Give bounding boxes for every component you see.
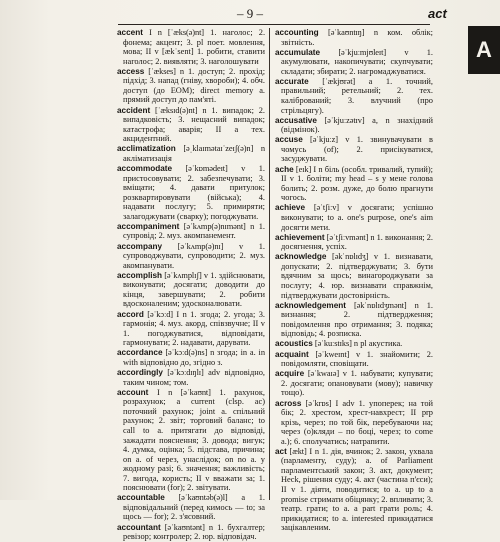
transcription: [ˈækses] [148,66,176,76]
definition: n 1. доступ; 2. прохід; підхід; 3. напад (гніву, хвороби); 4. обч. доступ (до ЕОМ); direct memory a. прямий доступ до пам'яті. [123,66,266,105]
headword: accompany [117,241,163,251]
transcription: [əkˈnɒlɪdʒmənt] [353,300,407,310]
headword: achieve [275,203,306,213]
definition: v досягати; успішно виконувати; to a. one's purpose, one's aim досягти мети. [281,203,434,232]
headword: accusative [275,115,317,125]
headword: accumulate [275,47,321,57]
headword: accord [117,309,144,319]
definition: 1. рахунок, розрахунок; a current (clsp. ac) поточний рахунок; joint a. спільний рахунок; 2. звіт; торговий баланс; to call to a. притягати до відповіді, зажадати пояснення; 3. довода; вигук; 4. думка, оцінка; 5. підстава, причина; on a. of через, унаслідок; on no a. у жодному разі; 6. значення; важливість; 7. вигода, користь; II v вважати за; 1. пояснювати (for); 2. звітувати. [123,387,265,493]
headword: access [117,66,145,76]
definition: n 1. бухгалтер; ревізор; контролер; 2. юр. відповідач. [123,522,266,542]
headword: act [275,446,287,456]
definition: v 1. знайомити; 2. повідомляти, сповіщати. [281,349,433,369]
headword: accountable [117,493,165,503]
definition: v 1. супроводжувати, супроводити; 2. муз. акомпанувати. [123,241,266,270]
dictionary-entry [275,252,433,300]
transcription: [əˈkɔːdɪŋlɪ] [167,368,204,378]
definition: v 1. пристосовувати; 2. забезпечувати; 3. вміщати; 4. давати притулок; розквартировувати (війська); 4. надавати послугу; 5. примиряти; залагоджувати (сварку); погоджувати. [123,164,265,221]
definition: 1. наголос; 2. фонема; акцент; 3. pl поет. мовлення, мова; II v [ækˈsent] 1. робити, ставити наголос; 2. виявляти; 3. наголошувати [123,28,266,66]
headword: accuse [275,135,303,145]
definition: n pl акустика. [353,339,403,349]
transcription: [əˈkɔːd(ə)ns] [165,348,208,358]
definition: a 1. точний, правильний; ретельний; 2. тех. калібрований; 3. влучний (про стрільцягу). [281,76,433,115]
letter-thumb-tab: A [468,26,500,74]
definition: a, n знахідний (відмінок). [281,115,434,135]
transcription: [əˈkrɒs] [305,398,332,408]
headword: accordingly [117,368,163,378]
guide-word: act [428,6,447,21]
headword: accompaniment [117,221,180,231]
dictionary-entry [117,164,265,221]
definition: n ком. облік; звітність. [281,28,433,47]
definition: v 1. визнавати, допускати; 2. підтверджувати; 3. бути вдячним за щось; винагороджувати за послугу; 4. юр. визнавати справжнім, підтверджувати достовірність. [281,252,434,300]
definition: n 1. виконання; 2. досягнення, успіх. [281,232,434,252]
left-column [117,28,265,542]
headword: accommodate [117,164,173,174]
transcription: [əˈkʌmp(ə)nɪmənt] [183,221,246,231]
dictionary-entry [117,67,265,105]
headword: acknowledgement [275,300,346,310]
headword: across [275,398,302,408]
page-number: – 9 – [237,6,263,21]
headword: accordance [117,348,163,358]
headword: accurate [275,76,309,86]
definition: adv відповідно, таким чином; том. [123,368,265,387]
dictionary-entry [117,271,265,309]
dictionary-entry [275,48,433,77]
transcription: [əˌklaɪmətaɪˈzeɪʃ(ə)n] [183,144,254,154]
transcription: I n [əˈkaʊnt] [156,387,211,397]
dictionary-entry [275,447,433,533]
dictionary-entry [117,493,265,522]
definition: I n 1. згода; 2. угода; 3. гармонія; 4. муз. акорд, співзвучне; II v 1. погоджуватися, відповідати, гармонувати; 2. надавати, дарувати. [123,309,266,348]
headword: acknowledge [275,252,327,262]
dictionary-entry [117,348,265,367]
transcription: [eɪk] [295,164,312,174]
transcription: [əˈkʌmp(ə)nɪ] [177,241,224,251]
dictionary-entry [275,28,433,47]
definition: a 1. відповідальний (перед кимось — to; за щось — for); 2. з'ясовний. [123,493,266,522]
definition: n 1. супровід; 2. муз. акомпанемент. [123,221,266,241]
transcription: [ˈækjʊrət] [322,76,356,86]
transcription: [əˈkʌmplɪʃ] [164,270,202,280]
dictionary-entry [275,116,433,135]
definition: v 1. здійснювати, виконувати; досягати; доводити до кінця, завершувати; 2. робити вдосконаленим; удосконалювати. [123,270,265,309]
headword: achievement [275,232,325,242]
headword: acoustics [275,339,313,349]
dictionary-entry [275,203,433,232]
transcription: [ˈæksɪd(ə)nt] [155,105,198,115]
transcription: [əˈkaʊntəb(ə)l] [178,493,228,503]
headword: accomplish [117,270,163,280]
dictionary-entry [275,135,433,164]
dictionary-entry [275,233,433,252]
dictionary-entry [117,310,265,348]
right-column [275,28,433,533]
transcription: [əˈkɔːd] [147,309,173,319]
headword: accountant [117,522,161,532]
definition: n 1. визнання; 2. підтвердження; повідомлення про отримання; 3. подяка; відповідь; 4. розписка. [281,300,434,339]
transcription: [əˈtʃiːvmənt] [326,232,369,242]
transcription: [ækt] [289,446,307,456]
definition: v 1. акумулювати, накопичувати; скупчувати; складати; збирати; 2. нагромаджуватися. [281,47,434,76]
headword: accident [117,105,151,115]
column-divider [269,28,270,500]
dictionary-entry [117,106,265,144]
dictionary-entry [117,242,265,271]
transcription: [əkˈnɒlɪdʒ] [332,252,369,262]
dictionary-entry [275,369,433,398]
transcription: [əˈkuːstɪks] [314,339,352,349]
page-header [0,6,500,24]
transcription: I n [ˈæks(ə)nt] [149,28,204,37]
transcription: [əˈkaʊntənt] [164,522,205,532]
dictionary-entry [117,368,265,387]
dictionary-entry [275,301,433,339]
headword: acquire [275,369,305,379]
dictionary-entry [275,77,433,115]
transcription: [əˈkjuːmjʊleɪt] [338,47,387,57]
headword: acquaint [275,349,309,359]
definition: n 1. випадок; 2. випадковість; 3. нещасний випадок; катастрофа; аварія; II a тех. акцидентний. [123,105,266,144]
dictionary-entry [117,388,265,493]
definition: n акліматизація [123,144,266,163]
header-rule [118,24,430,25]
definition: n згода; in a. in with відповідно до, згідно з. [123,348,266,367]
transcription: [əˈkɒmədeɪt] [185,164,228,174]
transcription: [əˈkwaɪə] [307,369,340,379]
headword: ache [275,164,294,174]
definition: v 1. звинувачувати в чомусь (of); 2. присікуватися, засуджувати. [281,135,433,164]
dictionary-entry [275,165,433,203]
dictionary-entry [275,399,433,447]
dictionary-entry [117,222,265,241]
dictionary-entry [117,28,265,66]
definition: I adv 1. упоперек; на той бік; 2. хрестом, хрест-навхрест; II prp крізь, через; по той бік, перебуваючи на; через (о)кляди – по боці, через; to come a.); 6. сполучатись; натрапити. [281,398,434,446]
transcription: [əˈkaʊntɪŋ] [328,28,365,37]
headword: accounting [275,28,319,37]
headword: acclimatization [117,144,176,154]
transcription: [əˈkjuːzətɪv] [324,115,365,125]
headword: account [117,387,149,397]
transcription: [əˈtʃiːv] [313,203,339,213]
transcription: [əˈkweɪnt] [315,349,350,359]
transcription: [əˈkjuːz] [310,135,338,145]
definition: I n біль (особл. тривалий, тупий); II v 1. боліти; my head – s у мене голова болить; 2. розм. дуже, до болю прагнути чогось. [281,164,433,203]
definition: I n 1. дія, вчинок; 2. закон, ухвала (парламенту, суду); a. of Parliament парламентський закон; 3. акт, документ; Heck, рішення суду; 4. акт (частина п'єси); II v 1. діяти, поводитися; to a. up to a promise стримати обіцянку; 2. впливати; 3. театр. грати; to a. a part грати роль; 4. прикидатися; to a. interested прикидатися зацікавленим. [281,446,433,533]
headword: accent [117,28,143,37]
definition: v 1. набувати; купувати; 2. досягати; опановувати (мову); навичку тощо). [281,369,434,398]
dictionary-entry [117,523,265,542]
dictionary-entry [275,350,433,369]
dictionary-entry [117,144,265,163]
dictionary-entry [275,339,433,349]
